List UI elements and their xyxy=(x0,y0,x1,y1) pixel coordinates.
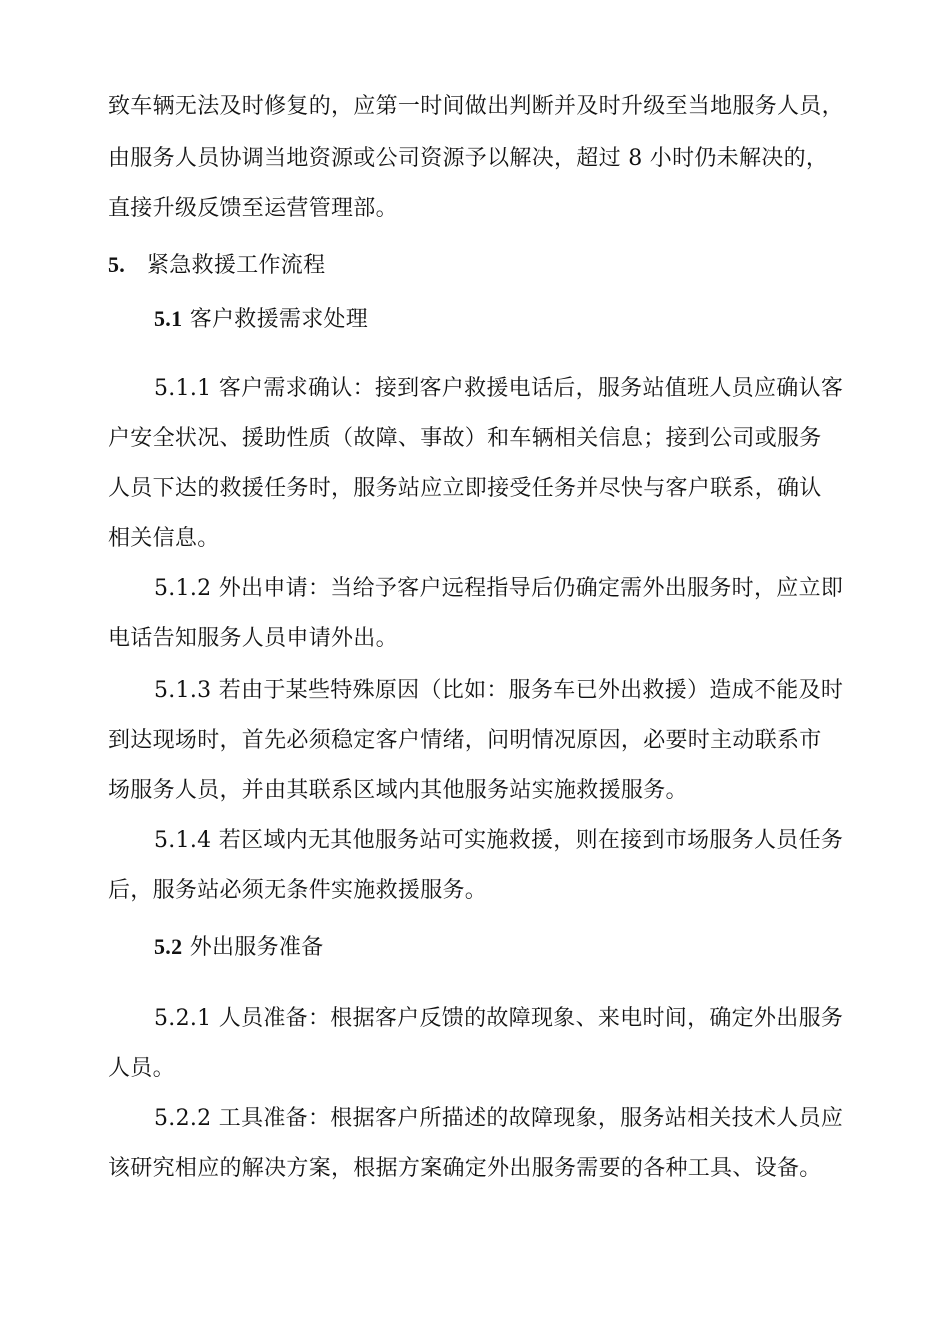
section-5-2-number: 5.2 xyxy=(154,934,183,959)
para-5-1-3-line-3: 场服务人员，并由其联系区域内其他服务站实施救援服务。 xyxy=(108,778,688,803)
para-5-2-1-line-2: 人员。 xyxy=(108,1056,175,1081)
para-5-1-1-line-4: 相关信息。 xyxy=(108,526,220,551)
para-5-1-4-line-2: 后，服务站必须无条件实施救援服务。 xyxy=(108,878,488,903)
para-5-2-2-line-2: 该研究相应的解决方案，根据方案确定外出服务需要的各种工具、设备。 xyxy=(108,1156,822,1181)
section-5-2-heading xyxy=(154,932,324,963)
section-5-title: 紧急救援工作流程 xyxy=(147,253,326,278)
para-5-1-3-line-1: 5.1.3 若由于某些特殊原因（比如：服务车已外出救援）造成不能及时 xyxy=(154,678,844,703)
intro-line-1: 致车辆无法及时修复的，应第一时间做出判断并及时升级至当地服务人员， xyxy=(108,94,844,119)
section-5-1-title: 客户救援需求处理 xyxy=(189,307,369,332)
para-5-1-1-line-2: 户安全状况、援助性质（故障、事故）和车辆相关信息；接到公司或服务 xyxy=(108,426,822,451)
para-5-1-3-line-2: 到达现场时，首先必须稳定客户情绪，问明情况原因，必要时主动联系市 xyxy=(108,728,822,753)
section-5-1-number: 5.1 xyxy=(154,306,183,331)
section-5-1-heading xyxy=(154,304,368,335)
para-5-1-1-line-3: 人员下达的救援任务时，服务站应立即接受任务并尽快与客户联系，确认 xyxy=(108,476,822,501)
intro-line-3: 直接升级反馈至运营管理部。 xyxy=(108,196,398,221)
intro-line-2: 由服务人员协调当地资源或公司资源予以解决，超过 8 小时仍未解决的， xyxy=(108,146,829,171)
section-5-number: 5. xyxy=(108,252,126,277)
section-5-heading xyxy=(108,250,325,281)
para-5-1-4-line-1: 5.1.4 若区域内无其他服务站可实施救援，则在接到市场服务人员任务 xyxy=(154,828,844,853)
para-5-2-1-line-1: 5.2.1 人员准备：根据客户反馈的故障现象、来电时间，确定外出服务 xyxy=(154,1006,844,1031)
para-5-1-2-line-1: 5.1.2 外出申请：当给予客户远程指导后仍确定需外出服务时，应立即 xyxy=(154,576,844,601)
para-5-1-2-line-2: 电话告知服务人员申请外出。 xyxy=(108,626,398,651)
para-5-2-2-line-1: 5.2.2 工具准备：根据客户所描述的故障现象，服务站相关技术人员应 xyxy=(154,1106,844,1131)
section-5-2-title: 外出服务准备 xyxy=(189,935,324,960)
para-5-1-1-line-1: 5.1.1 客户需求确认：接到客户救援电话后，服务站值班人员应确认客 xyxy=(154,376,844,401)
